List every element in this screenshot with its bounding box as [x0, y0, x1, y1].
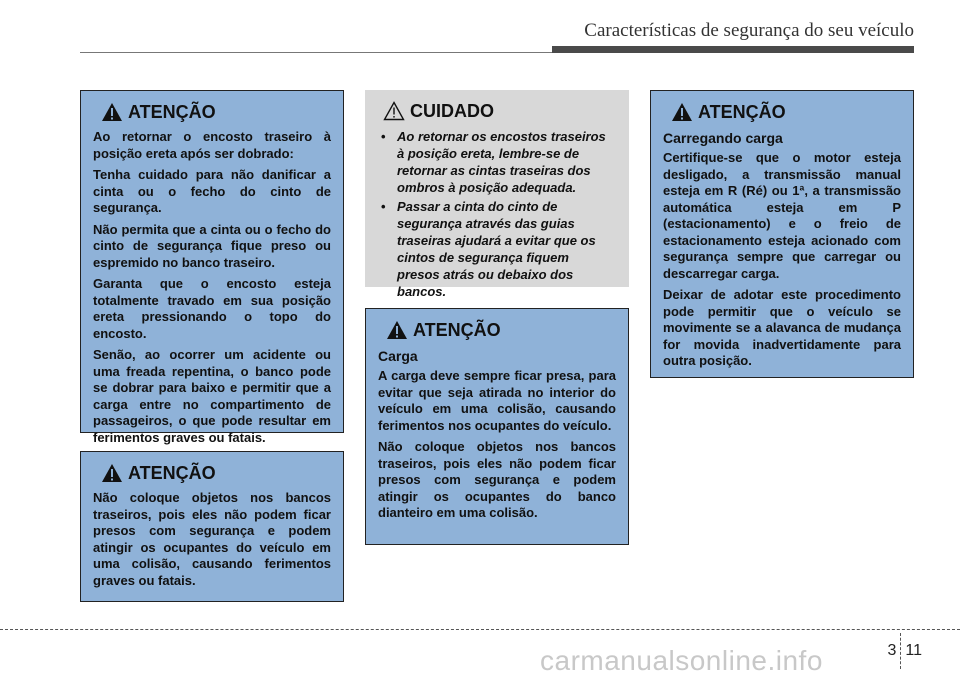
warning-triangle-icon	[671, 102, 693, 122]
paragraph: Não coloque objetos nos bancos traseiros, pois eles não podem ficar presos com segurança e podem atingir os ocupantes do veículo em uma colisão, causando ferimentos graves ou fatais.	[93, 490, 331, 588]
warning-triangle-icon	[386, 320, 408, 340]
list-item: • Passar a cinta do cinto de segurança através das guias traseiras ajudará a evitar que os cintos de segurança fiquem presos atrás ou debaixo dos bancos.	[379, 198, 615, 300]
warning-title-text: ATENÇÃO	[128, 463, 216, 483]
paragraph: Certifique-se que o motor esteja desligado, a transmissão manual esteja em R (Ré) ou 1ª, a transmissão automática esteja em P (estacionamento) e o freio de estacionamento esteja acionado com segurança sempre que carregar ou descarregar carga.	[663, 150, 901, 281]
warning-title	[386, 319, 616, 341]
page-number-separator	[900, 633, 901, 669]
list-item: • Ao retornar os encostos traseiros à posição ereta, lembre-se de retornar as cintas traseiras dos ombros à posição adequada.	[379, 128, 615, 196]
page-header-title: Características de segurança do seu veículo	[584, 20, 914, 41]
page-number-value: 11	[905, 642, 922, 659]
warning-title-text: ATENÇÃO	[413, 320, 501, 340]
warning-box-rear-seats	[80, 451, 344, 602]
warning-box-seatback	[80, 90, 344, 445]
watermark: carmanualsonline.info	[540, 645, 823, 676]
paragraph: Não permita que a cinta ou o fecho do cinto de segurança fique preso ou espremido no banco traseiro.	[93, 221, 331, 270]
paragraph: Deixar de adotar este procedimento pode permitir que o veículo se movimente se a alavanca de mudança for movida inadvertidamente para outra posição.	[663, 287, 901, 368]
paragraph: Ao retornar o encosto traseiro à posição ereta após ser dobrado:	[93, 129, 331, 161]
paragraph: Tenha cuidado para não danificar a cinta ou o fecho do cinto de segurança.	[93, 167, 331, 215]
warning-title-text: ATENÇÃO	[128, 102, 216, 122]
warning-box-cargo	[365, 308, 629, 545]
header-bar	[552, 46, 914, 53]
warning-triangle-icon	[101, 102, 123, 122]
warning-box-loading-cargo	[650, 90, 914, 378]
caution-title-text: CUIDADO	[410, 101, 494, 121]
warning-title	[101, 462, 331, 484]
caution-box-seatbelts	[365, 90, 629, 299]
list-item-text: Passar a cinta do cinto de segurança através das guias traseiras ajudará a evitar que os cintos de segurança fiquem presos atrás ou debaixo dos bancos.	[397, 199, 596, 299]
warning-subtitle: Carregando carga	[663, 130, 783, 146]
caution-list	[379, 128, 615, 300]
paragraph: A carga deve sempre ficar presa, para evitar que seja atirada no interior do veículo em uma colisão, causando ferimentos nos ocupantes do veículo.	[378, 368, 616, 433]
warning-title	[101, 101, 331, 123]
warning-subtitle: Carga	[378, 348, 418, 364]
warning-triangle-icon	[101, 463, 123, 483]
footer-rule	[0, 629, 960, 630]
paragraph: Garanta que o encosto esteja totalmente travado em sua posição ereta pressionando o topo do encosto.	[93, 276, 331, 341]
paragraph: Senão, ao ocorrer um acidente ou uma freada repentina, o banco pode se dobrar para baixo e permitir que a carga entre no compartimento de passageiros, o que pode resultar em ferimentos graves ou fatais.	[93, 347, 331, 445]
warning-title-text: ATENÇÃO	[698, 102, 786, 122]
paragraph: Não coloque objetos nos bancos traseiros, pois eles não podem ficar presos com segurança e podem atingir os ocupantes do banco dianteiro em uma colisão.	[378, 439, 616, 520]
page-number	[887, 633, 922, 669]
warning-title	[671, 101, 901, 123]
chapter-number: 3	[887, 642, 897, 659]
caution-triangle-icon	[383, 101, 405, 121]
caution-title	[383, 100, 615, 122]
list-item-text: Ao retornar os encostos traseiros à posição ereta, lembre-se de retornar as cintas traseiras dos ombros à posição adequada.	[397, 129, 606, 195]
